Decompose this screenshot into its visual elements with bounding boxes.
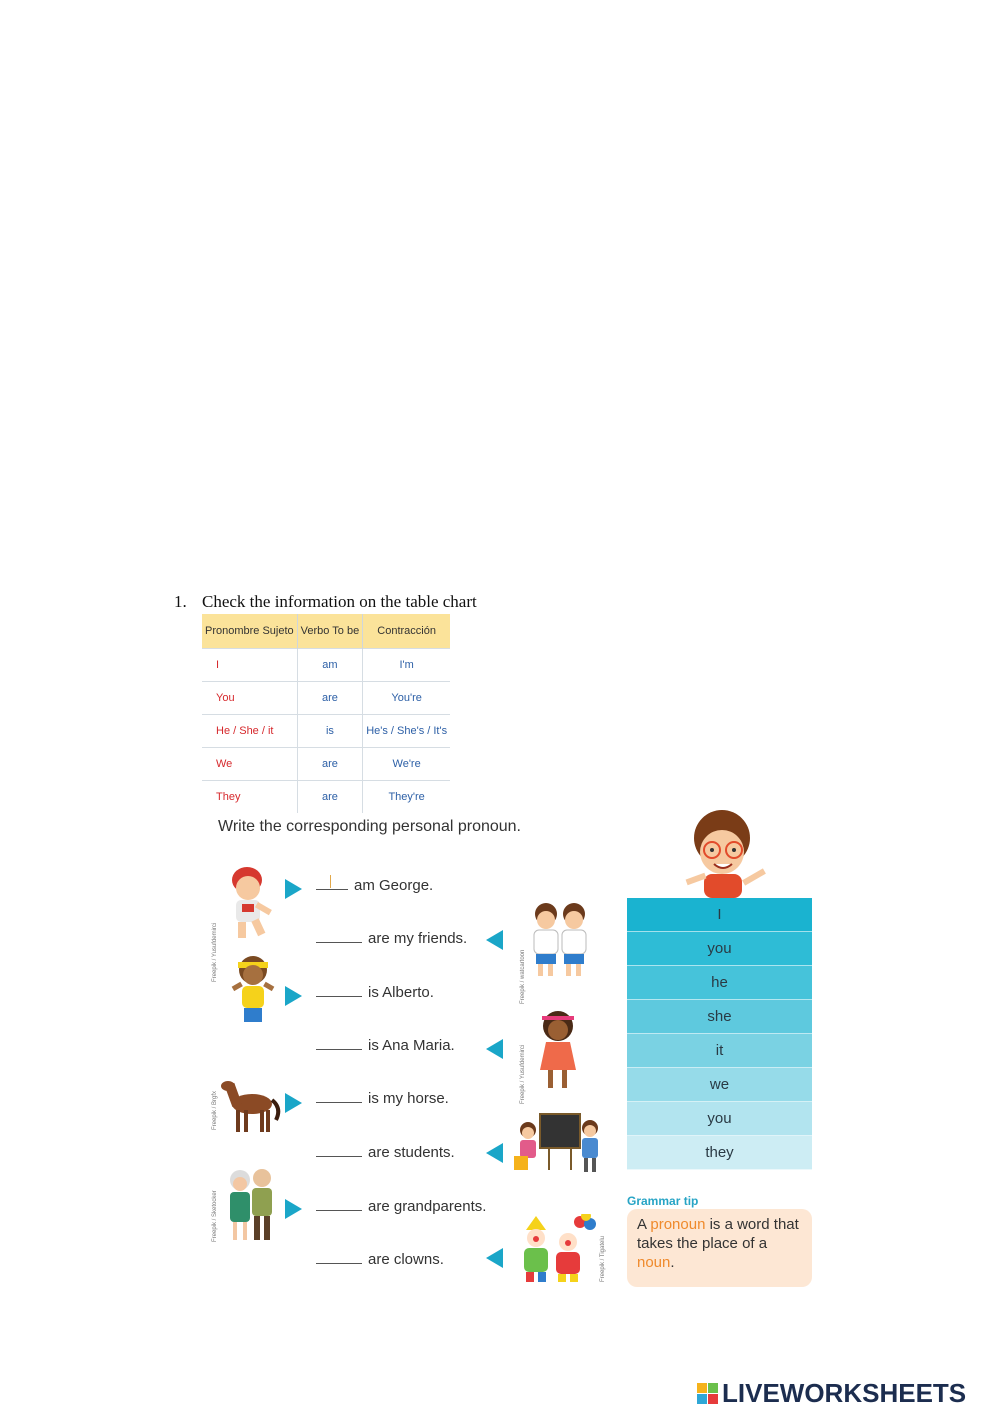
students-illustration	[512, 1112, 604, 1176]
answer-blank[interactable]	[316, 1035, 362, 1050]
pronoun-option[interactable]: you	[627, 1102, 812, 1136]
answer-blank[interactable]	[316, 1142, 362, 1157]
tip-text: is a word that takes the place of a	[637, 1216, 799, 1252]
answer-blank[interactable]	[316, 1088, 362, 1103]
verb-cell: are	[297, 781, 363, 814]
answer-blank[interactable]	[316, 1249, 362, 1264]
table-row	[202, 649, 450, 682]
pronoun-bank	[627, 898, 812, 1170]
answer-blank[interactable]	[316, 928, 362, 943]
logo-mark-icon	[697, 1383, 719, 1405]
sentence-2	[316, 928, 467, 947]
grandparents-illustration	[222, 1164, 282, 1246]
pronoun-option[interactable]: she	[627, 1000, 812, 1034]
exercise-title: Write the corresponding personal pronoun.	[218, 818, 521, 835]
pronoun-option[interactable]: I	[627, 898, 812, 932]
tip-highlight: pronoun	[650, 1216, 706, 1233]
sentence-text: is my horse.	[368, 1090, 449, 1107]
pronoun-cell: I	[202, 649, 297, 682]
sentence-6	[316, 1142, 455, 1161]
sentence-text: are students.	[368, 1144, 455, 1161]
image-credit: Freepik / Sketocker	[212, 1190, 218, 1242]
instruction	[174, 592, 477, 612]
arrow-left-icon	[486, 1039, 503, 1059]
image-credit: Freepik / watcartoon	[520, 949, 526, 1004]
sentence-text: is Alberto.	[368, 984, 434, 1001]
table-header: Pronombre Sujeto	[202, 614, 297, 649]
pronoun-option[interactable]: you	[627, 932, 812, 966]
answer-blank[interactable]	[316, 1196, 362, 1211]
pronoun-option[interactable]: it	[627, 1034, 812, 1068]
pronoun-option[interactable]: they	[627, 1136, 812, 1170]
grammar-tip-box	[627, 1209, 812, 1287]
boy-alberto-illustration	[228, 952, 278, 1034]
contraction-cell: He's / She's / It's	[363, 715, 450, 748]
pronoun-cell: You	[202, 682, 297, 715]
tip-highlight: noun	[637, 1254, 671, 1271]
image-credit: Freepik / Tigatelu	[600, 1235, 606, 1282]
verb-cell: are	[297, 682, 363, 715]
instruction-text: Check the information on the table chart	[202, 592, 477, 611]
table-header: Contracción	[363, 614, 450, 649]
tip-text: .	[670, 1254, 675, 1271]
contraction-cell: They're	[363, 781, 450, 814]
arrow-right-icon	[285, 1093, 302, 1113]
table-header-row	[202, 614, 450, 649]
pronoun-cell: We	[202, 748, 297, 781]
sentence-5	[316, 1088, 449, 1107]
boy-george-illustration	[220, 862, 280, 944]
grammar-tip-title: Grammar tip	[627, 1194, 699, 1208]
friends-illustration	[526, 900, 598, 980]
sentence-4	[316, 1035, 455, 1054]
contraction-cell: You're	[363, 682, 450, 715]
answer-blank[interactable]	[316, 982, 362, 997]
image-credit: Freepik / Brgfx	[212, 1090, 218, 1130]
image-credit: Freepik / Yusufdemirci	[212, 922, 218, 982]
pronoun-cell: They	[202, 781, 297, 814]
table-row	[202, 682, 450, 715]
sentence-text: am George.	[354, 877, 434, 894]
table-row	[202, 748, 450, 781]
verb-cell: is	[297, 715, 363, 748]
table-header: Verbo To be	[297, 614, 363, 649]
answer-blank[interactable]	[316, 875, 348, 890]
verb-cell: am	[297, 649, 363, 682]
sentence-7	[316, 1196, 486, 1215]
arrow-right-icon	[285, 986, 302, 1006]
pronoun-option[interactable]: we	[627, 1068, 812, 1102]
pronoun-option[interactable]: he	[627, 966, 812, 1000]
contraction-cell: I'm	[363, 649, 450, 682]
table-row	[202, 781, 450, 814]
tip-text: A	[637, 1216, 651, 1233]
logo-text: LIVEWORKSHEETS	[722, 1378, 967, 1408]
table-row	[202, 715, 450, 748]
conjugation-table	[202, 614, 450, 813]
sentence-text: are clowns.	[368, 1251, 444, 1268]
sentence-3	[316, 982, 434, 1001]
clowns-illustration	[516, 1214, 600, 1284]
boy-glasses-illustration	[678, 810, 774, 898]
arrow-right-icon	[285, 1199, 302, 1219]
liveworksheets-logo	[697, 1378, 966, 1409]
arrow-left-icon	[486, 930, 503, 950]
image-credit: Freepik / Yusufdemirci	[520, 1044, 526, 1104]
girl-ana-maria-illustration	[532, 1008, 584, 1092]
sentence-text: are grandparents.	[368, 1198, 487, 1215]
arrow-left-icon	[486, 1143, 503, 1163]
contraction-cell: We're	[363, 748, 450, 781]
sentence-text: are my friends.	[368, 930, 468, 947]
arrow-right-icon	[285, 879, 302, 899]
sentence-text: is Ana Maria.	[368, 1037, 455, 1054]
sentence-1	[316, 875, 433, 894]
verb-cell: are	[297, 748, 363, 781]
pronoun-cell: He / She / it	[202, 715, 297, 748]
instruction-number: 1.	[174, 592, 187, 611]
horse-illustration	[220, 1074, 282, 1136]
sentence-8	[316, 1249, 444, 1268]
arrow-left-icon	[486, 1248, 503, 1268]
